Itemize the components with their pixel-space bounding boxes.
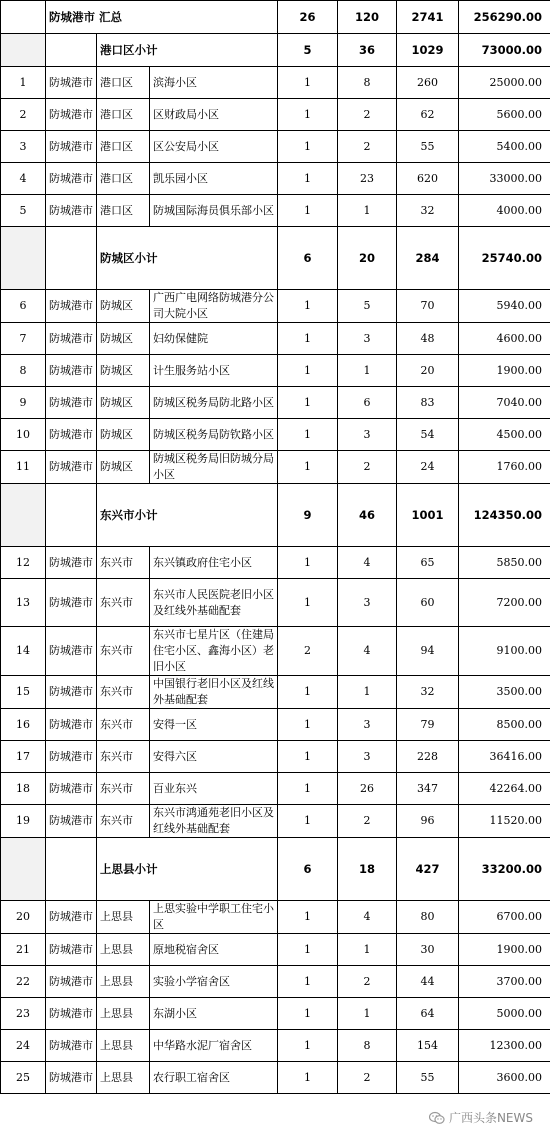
row-c1: 1 <box>278 451 338 484</box>
cell-empty <box>1 34 46 67</box>
row-name: 防城区税务局旧防城分局小区 <box>150 451 278 484</box>
subtotal-amount: 25740.00 <box>459 227 550 290</box>
row-amount: 8500.00 <box>459 709 550 741</box>
row-name: 防城国际海员俱乐部小区 <box>150 195 278 227</box>
row-city: 防城港市 <box>46 99 97 131</box>
row-city: 防城港市 <box>46 451 97 484</box>
total-c2: 120 <box>338 1 397 34</box>
row-amount: 42264.00 <box>459 773 550 805</box>
subtotal-c2: 18 <box>338 838 397 901</box>
table-row <box>1 741 550 773</box>
row-district: 防城区 <box>97 451 150 484</box>
row-name: 东兴镇政府住宅小区 <box>150 547 278 579</box>
row-name: 滨海小区 <box>150 67 278 99</box>
row-c1: 1 <box>278 805 338 838</box>
row-c1: 1 <box>278 67 338 99</box>
row-c2: 4 <box>338 627 397 676</box>
row-c1: 1 <box>278 1030 338 1062</box>
row-c2: 3 <box>338 579 397 627</box>
row-name: 区公安局小区 <box>150 131 278 163</box>
row-amount: 33000.00 <box>459 163 550 195</box>
row-c3: 55 <box>397 1062 459 1094</box>
row-city: 防城港市 <box>46 773 97 805</box>
subtotal-c3: 284 <box>397 227 459 290</box>
row-number: 23 <box>1 998 46 1030</box>
row-c3: 83 <box>397 387 459 419</box>
row-name: 计生服务站小区 <box>150 355 278 387</box>
subtotal-c1: 6 <box>278 838 338 901</box>
row-amount: 1900.00 <box>459 355 550 387</box>
row-number: 17 <box>1 741 46 773</box>
row-c1: 1 <box>278 547 338 579</box>
table-row <box>1 163 550 195</box>
row-district: 港口区 <box>97 163 150 195</box>
row-district: 港口区 <box>97 131 150 163</box>
row-c2: 2 <box>338 966 397 998</box>
subtotal-amount: 33200.00 <box>459 838 550 901</box>
table-row <box>1 579 550 627</box>
row-c2: 2 <box>338 1062 397 1094</box>
row-number: 11 <box>1 451 46 484</box>
row-name: 防城区税务局防钦路小区 <box>150 419 278 451</box>
row-c2: 8 <box>338 1030 397 1062</box>
row-amount: 4600.00 <box>459 323 550 355</box>
row-district: 防城区 <box>97 323 150 355</box>
row-c1: 1 <box>278 901 338 934</box>
row-city: 防城港市 <box>46 627 97 676</box>
row-c3: 620 <box>397 163 459 195</box>
row-c3: 65 <box>397 547 459 579</box>
subtotal-row <box>1 838 550 901</box>
row-name: 广西广电网络防城港分公司大院小区 <box>150 290 278 323</box>
total-label-text: 汇总 <box>99 10 123 24</box>
row-name: 百业东兴 <box>150 773 278 805</box>
total-label <box>46 1 278 34</box>
cell-empty <box>46 34 97 67</box>
row-c1: 1 <box>278 131 338 163</box>
subtotal-label: 防城区小计 <box>97 227 278 290</box>
row-district: 防城区 <box>97 355 150 387</box>
row-c2: 4 <box>338 901 397 934</box>
row-district: 东兴市 <box>97 547 150 579</box>
subtotal-label: 东兴市小计 <box>97 484 278 547</box>
cell-empty <box>46 838 97 901</box>
row-c1: 1 <box>278 966 338 998</box>
row-name: 凯乐园小区 <box>150 163 278 195</box>
row-number: 14 <box>1 627 46 676</box>
row-city: 防城港市 <box>46 901 97 934</box>
row-number: 13 <box>1 579 46 627</box>
row-c2: 3 <box>338 709 397 741</box>
table-row <box>1 627 550 676</box>
table-row <box>1 1062 550 1094</box>
row-c3: 32 <box>397 676 459 709</box>
row-c2: 1 <box>338 676 397 709</box>
subtotal-c3: 1029 <box>397 34 459 67</box>
cell-empty <box>1 227 46 290</box>
row-c1: 1 <box>278 773 338 805</box>
subtotal-label: 上思县小计 <box>97 838 278 901</box>
row-c2: 2 <box>338 99 397 131</box>
row-number: 22 <box>1 966 46 998</box>
row-c3: 70 <box>397 290 459 323</box>
row-city: 防城港市 <box>46 67 97 99</box>
row-amount: 11520.00 <box>459 805 550 838</box>
row-c3: 260 <box>397 67 459 99</box>
row-amount: 12300.00 <box>459 1030 550 1062</box>
row-amount: 36416.00 <box>459 741 550 773</box>
row-c3: 94 <box>397 627 459 676</box>
row-number: 16 <box>1 709 46 741</box>
row-c2: 2 <box>338 805 397 838</box>
row-district: 东兴市 <box>97 676 150 709</box>
row-c2: 2 <box>338 451 397 484</box>
row-amount: 3600.00 <box>459 1062 550 1094</box>
row-c2: 6 <box>338 387 397 419</box>
table-body <box>1 1 550 1094</box>
row-amount: 7200.00 <box>459 579 550 627</box>
table-row <box>1 355 550 387</box>
watermark <box>426 1108 536 1127</box>
row-number: 15 <box>1 676 46 709</box>
row-c3: 228 <box>397 741 459 773</box>
row-c1: 1 <box>278 419 338 451</box>
row-c1: 1 <box>278 998 338 1030</box>
row-district: 上思县 <box>97 1030 150 1062</box>
cell-empty <box>1 484 46 547</box>
row-c2: 2 <box>338 131 397 163</box>
row-c1: 1 <box>278 579 338 627</box>
row-c2: 8 <box>338 67 397 99</box>
row-amount: 6700.00 <box>459 901 550 934</box>
row-district: 东兴市 <box>97 805 150 838</box>
table-row <box>1 387 550 419</box>
row-c3: 24 <box>397 451 459 484</box>
row-number: 20 <box>1 901 46 934</box>
total-amount: 256290.00 <box>459 1 550 34</box>
subtotal-c3: 1001 <box>397 484 459 547</box>
row-number: 19 <box>1 805 46 838</box>
subtotal-c1: 6 <box>278 227 338 290</box>
row-city: 防城港市 <box>46 290 97 323</box>
row-name: 区财政局小区 <box>150 99 278 131</box>
row-district: 东兴市 <box>97 709 150 741</box>
row-c1: 1 <box>278 1062 338 1094</box>
row-c1: 1 <box>278 934 338 966</box>
row-number: 12 <box>1 547 46 579</box>
cell-empty <box>46 484 97 547</box>
row-amount: 9100.00 <box>459 627 550 676</box>
table-row <box>1 966 550 998</box>
row-number: 3 <box>1 131 46 163</box>
table-row <box>1 451 550 484</box>
watermark-text: 广西头条NEWS <box>448 1111 533 1125</box>
subtotal-amount: 73000.00 <box>459 34 550 67</box>
row-amount: 4000.00 <box>459 195 550 227</box>
row-c3: 48 <box>397 323 459 355</box>
row-city: 防城港市 <box>46 1062 97 1094</box>
row-city: 防城港市 <box>46 934 97 966</box>
row-city: 防城港市 <box>46 741 97 773</box>
row-c2: 1 <box>338 195 397 227</box>
row-number: 24 <box>1 1030 46 1062</box>
table-row <box>1 323 550 355</box>
row-district: 东兴市 <box>97 627 150 676</box>
table-row <box>1 709 550 741</box>
row-c3: 79 <box>397 709 459 741</box>
row-c2: 3 <box>338 323 397 355</box>
row-amount: 1900.00 <box>459 934 550 966</box>
row-city: 防城港市 <box>46 419 97 451</box>
row-number: 9 <box>1 387 46 419</box>
row-number: 2 <box>1 99 46 131</box>
row-name: 安得一区 <box>150 709 278 741</box>
row-name: 中华路水泥厂宿舍区 <box>150 1030 278 1062</box>
row-number: 25 <box>1 1062 46 1094</box>
row-amount: 5940.00 <box>459 290 550 323</box>
subtotal-amount: 124350.00 <box>459 484 550 547</box>
row-c1: 1 <box>278 195 338 227</box>
table-row <box>1 547 550 579</box>
row-city: 防城港市 <box>46 579 97 627</box>
row-name: 上思实验中学职工住宅小区 <box>150 901 278 934</box>
row-name: 安得六区 <box>150 741 278 773</box>
row-number: 4 <box>1 163 46 195</box>
row-number: 10 <box>1 419 46 451</box>
row-c1: 1 <box>278 741 338 773</box>
table-row <box>1 131 550 163</box>
table-row <box>1 67 550 99</box>
row-city: 防城港市 <box>46 676 97 709</box>
row-amount: 5600.00 <box>459 99 550 131</box>
row-district: 东兴市 <box>97 741 150 773</box>
row-amount: 5400.00 <box>459 131 550 163</box>
row-amount: 3700.00 <box>459 966 550 998</box>
row-c1: 1 <box>278 709 338 741</box>
row-district: 防城区 <box>97 290 150 323</box>
table-row <box>1 805 550 838</box>
row-c3: 80 <box>397 901 459 934</box>
table-row <box>1 934 550 966</box>
row-c3: 20 <box>397 355 459 387</box>
row-c3: 96 <box>397 805 459 838</box>
row-c1: 1 <box>278 387 338 419</box>
row-number: 1 <box>1 67 46 99</box>
cell-empty <box>1 1 46 34</box>
row-district: 上思县 <box>97 998 150 1030</box>
row-c3: 44 <box>397 966 459 998</box>
row-c2: 1 <box>338 998 397 1030</box>
row-city: 防城港市 <box>46 131 97 163</box>
row-c1: 1 <box>278 163 338 195</box>
row-amount: 1760.00 <box>459 451 550 484</box>
row-city: 防城港市 <box>46 998 97 1030</box>
subtotal-label: 港口区小计 <box>97 34 278 67</box>
row-city: 防城港市 <box>46 1030 97 1062</box>
row-c1: 2 <box>278 627 338 676</box>
row-amount: 5000.00 <box>459 998 550 1030</box>
row-name: 防城区税务局防北路小区 <box>150 387 278 419</box>
row-amount: 3500.00 <box>459 676 550 709</box>
subtotal-row <box>1 227 550 290</box>
row-c2: 1 <box>338 934 397 966</box>
row-district: 上思县 <box>97 1062 150 1094</box>
total-c3: 2741 <box>397 1 459 34</box>
row-name: 妇幼保健院 <box>150 323 278 355</box>
row-number: 7 <box>1 323 46 355</box>
row-name: 东湖小区 <box>150 998 278 1030</box>
subtotal-row <box>1 34 550 67</box>
row-name: 原地税宿舍区 <box>150 934 278 966</box>
subtotal-c2: 36 <box>338 34 397 67</box>
table-row <box>1 99 550 131</box>
row-district: 防城区 <box>97 419 150 451</box>
subtotal-c1: 9 <box>278 484 338 547</box>
row-number: 6 <box>1 290 46 323</box>
row-city: 防城港市 <box>46 966 97 998</box>
row-c1: 1 <box>278 323 338 355</box>
row-c2: 4 <box>338 547 397 579</box>
cell-empty <box>46 227 97 290</box>
row-district: 港口区 <box>97 67 150 99</box>
row-name: 东兴市鸿通苑老旧小区及红线外基础配套 <box>150 805 278 838</box>
row-c3: 32 <box>397 195 459 227</box>
row-district: 东兴市 <box>97 579 150 627</box>
row-amount: 5850.00 <box>459 547 550 579</box>
subtotal-c3: 427 <box>397 838 459 901</box>
subtotal-c2: 46 <box>338 484 397 547</box>
subtotal-c1: 5 <box>278 34 338 67</box>
row-c2: 3 <box>338 419 397 451</box>
table-row <box>1 419 550 451</box>
subtotal-row <box>1 484 550 547</box>
row-c2: 26 <box>338 773 397 805</box>
total-c1: 26 <box>278 1 338 34</box>
row-district: 上思县 <box>97 966 150 998</box>
row-name: 中国银行老旧小区及红线外基础配套 <box>150 676 278 709</box>
total-city: 防城港市 <box>49 10 95 24</box>
row-city: 防城港市 <box>46 805 97 838</box>
row-city: 防城港市 <box>46 323 97 355</box>
row-name: 实验小学宿舍区 <box>150 966 278 998</box>
table-row <box>1 1030 550 1062</box>
row-district: 上思县 <box>97 934 150 966</box>
row-c3: 54 <box>397 419 459 451</box>
row-c1: 1 <box>278 290 338 323</box>
row-city: 防城港市 <box>46 163 97 195</box>
row-name: 农行职工宿舍区 <box>150 1062 278 1094</box>
row-c2: 1 <box>338 355 397 387</box>
row-amount: 25000.00 <box>459 67 550 99</box>
table-row <box>1 676 550 709</box>
row-number: 5 <box>1 195 46 227</box>
table-row <box>1 773 550 805</box>
row-c2: 3 <box>338 741 397 773</box>
row-city: 防城港市 <box>46 387 97 419</box>
row-c2: 5 <box>338 290 397 323</box>
row-number: 18 <box>1 773 46 805</box>
row-c3: 64 <box>397 998 459 1030</box>
row-c3: 154 <box>397 1030 459 1062</box>
row-city: 防城港市 <box>46 547 97 579</box>
row-c3: 30 <box>397 934 459 966</box>
row-amount: 4500.00 <box>459 419 550 451</box>
row-c3: 62 <box>397 99 459 131</box>
row-number: 8 <box>1 355 46 387</box>
table-row <box>1 901 550 934</box>
row-c1: 1 <box>278 355 338 387</box>
row-c3: 347 <box>397 773 459 805</box>
wechat-icon <box>429 1111 445 1125</box>
table-row <box>1 998 550 1030</box>
row-c1: 1 <box>278 99 338 131</box>
row-city: 防城港市 <box>46 709 97 741</box>
row-district: 港口区 <box>97 195 150 227</box>
row-district: 港口区 <box>97 99 150 131</box>
total-row <box>1 1 550 34</box>
row-district: 防城区 <box>97 387 150 419</box>
table-row <box>1 195 550 227</box>
subtotal-c2: 20 <box>338 227 397 290</box>
row-city: 防城港市 <box>46 355 97 387</box>
cell-empty <box>1 838 46 901</box>
row-amount: 7040.00 <box>459 387 550 419</box>
row-c2: 23 <box>338 163 397 195</box>
row-district: 上思县 <box>97 901 150 934</box>
row-district: 东兴市 <box>97 773 150 805</box>
row-number: 21 <box>1 934 46 966</box>
row-city: 防城港市 <box>46 195 97 227</box>
row-name: 东兴市人民医院老旧小区及红线外基础配套 <box>150 579 278 627</box>
row-name: 东兴市七星片区（住建局住宅小区、鑫海小区）老旧小区 <box>150 627 278 676</box>
row-c3: 55 <box>397 131 459 163</box>
row-c3: 60 <box>397 579 459 627</box>
table-row <box>1 290 550 323</box>
row-c1: 1 <box>278 676 338 709</box>
